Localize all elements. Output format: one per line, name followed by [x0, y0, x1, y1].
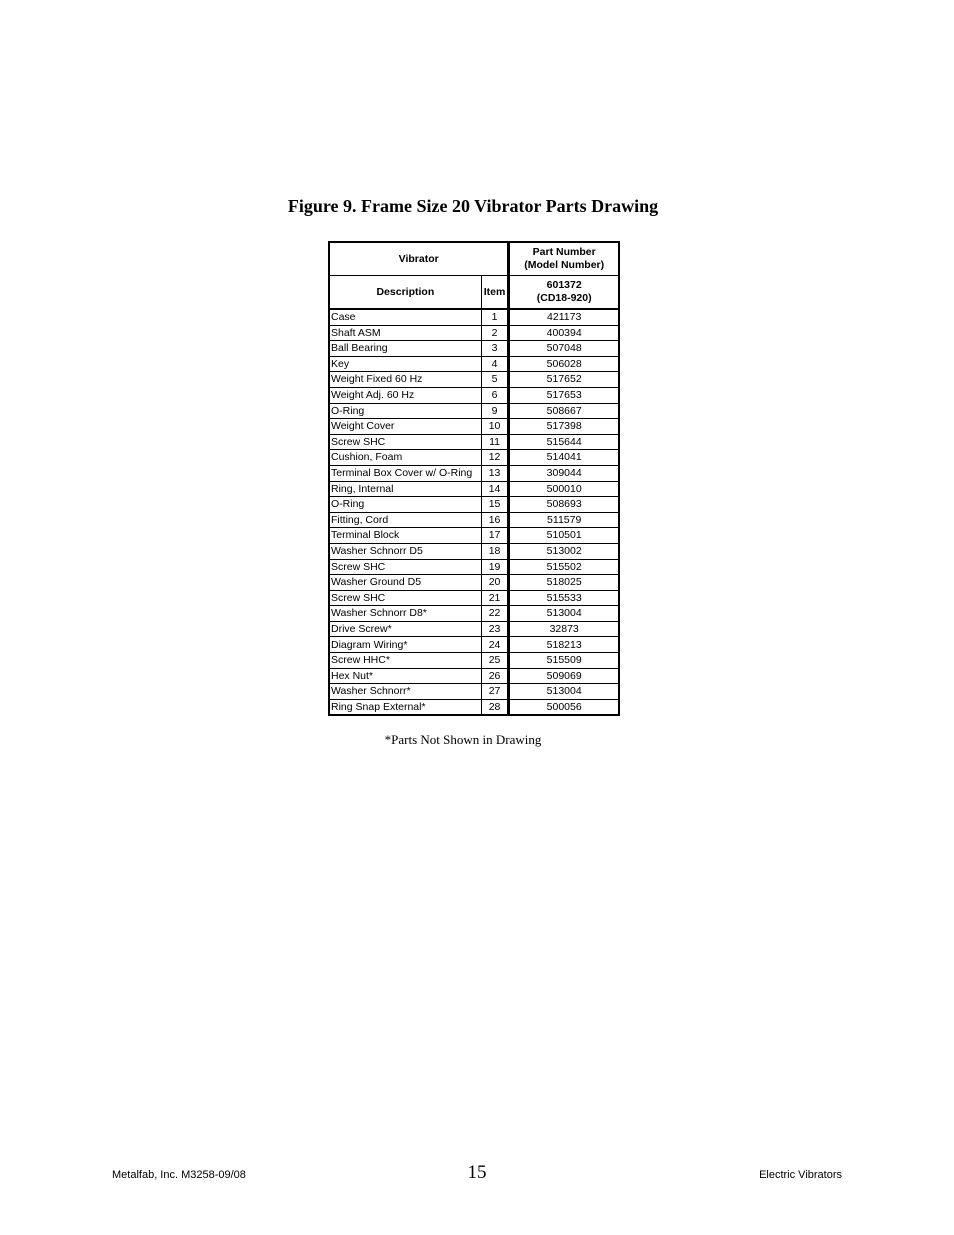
parts-note: *Parts Not Shown in Drawing: [384, 732, 542, 747]
header-vibrator: Vibrator: [329, 242, 509, 276]
table-row: [329, 387, 619, 403]
table-row: [329, 543, 619, 559]
header-model-line2: (CD18-920): [536, 292, 592, 304]
row-description: O-Ring: [329, 403, 481, 419]
header-part-number: [509, 242, 619, 276]
row-item: 24: [481, 637, 509, 653]
page-number: 15: [467, 1162, 487, 1183]
row-description: Diagram Wiring*: [329, 637, 481, 653]
footer-company: Metalfab, Inc. M3258-09/08: [112, 1169, 246, 1181]
row-part-number: 517653: [509, 387, 619, 403]
table-row: [329, 481, 619, 497]
row-item: 13: [481, 465, 509, 481]
row-part-number: 515502: [509, 559, 619, 575]
row-part-number: 515644: [509, 434, 619, 450]
row-part-number: 517398: [509, 419, 619, 435]
row-part-number: 515509: [509, 653, 619, 669]
row-description: Screw SHC: [329, 434, 481, 450]
row-part-number: 421173: [509, 309, 619, 325]
row-part-number: 517652: [509, 372, 619, 388]
table-row: [329, 575, 619, 591]
row-item: 23: [481, 621, 509, 637]
row-description: Ring Snap External*: [329, 699, 481, 715]
table-row: [329, 699, 619, 715]
table-row: [329, 621, 619, 637]
figure-title: Figure 9. Frame Size 20 Vibrator Parts Drawing: [287, 196, 659, 216]
row-part-number: 509069: [509, 668, 619, 684]
row-item: 16: [481, 512, 509, 528]
row-description: Cushion, Foam: [329, 450, 481, 466]
row-description: Washer Ground D5: [329, 575, 481, 591]
table-row: [329, 512, 619, 528]
row-part-number: 309044: [509, 465, 619, 481]
row-item: 17: [481, 528, 509, 544]
row-item: 5: [481, 372, 509, 388]
row-part-number: 506028: [509, 356, 619, 372]
row-part-number: 515533: [509, 590, 619, 606]
row-part-number: 514041: [509, 450, 619, 466]
row-description: Ball Bearing: [329, 341, 481, 357]
row-description: Screw HHC*: [329, 653, 481, 669]
header-row-1: [329, 242, 619, 276]
row-item: 3: [481, 341, 509, 357]
row-description: Drive Screw*: [329, 621, 481, 637]
table-row: [329, 653, 619, 669]
parts-table-header: [329, 242, 619, 309]
row-item: 19: [481, 559, 509, 575]
table-row: [329, 341, 619, 357]
row-part-number: 513004: [509, 684, 619, 700]
header-part-number-line2: (Model Number): [524, 259, 605, 271]
row-description: Hex Nut*: [329, 668, 481, 684]
table-row: [329, 559, 619, 575]
table-row: [329, 309, 619, 325]
row-description: Fitting, Cord: [329, 512, 481, 528]
row-description: Weight Adj. 60 Hz: [329, 387, 481, 403]
parts-table-body: [329, 309, 619, 715]
header-description: Description: [329, 276, 481, 310]
row-part-number: 500056: [509, 699, 619, 715]
row-item: 25: [481, 653, 509, 669]
table-row: [329, 590, 619, 606]
footer-product: Electric Vibrators: [759, 1169, 842, 1181]
row-part-number: 508693: [509, 497, 619, 513]
row-item: 11: [481, 434, 509, 450]
table-row: [329, 403, 619, 419]
row-part-number: 510501: [509, 528, 619, 544]
table-row: [329, 434, 619, 450]
table-row: [329, 637, 619, 653]
row-description: Weight Fixed 60 Hz: [329, 372, 481, 388]
header-model: [509, 276, 619, 310]
row-item: 12: [481, 450, 509, 466]
row-part-number: 518025: [509, 575, 619, 591]
row-item: 26: [481, 668, 509, 684]
row-item: 1: [481, 309, 509, 325]
row-item: 22: [481, 606, 509, 622]
table-row: [329, 668, 619, 684]
row-description: Terminal Block: [329, 528, 481, 544]
table-row: [329, 606, 619, 622]
row-item: 14: [481, 481, 509, 497]
row-description: O-Ring: [329, 497, 481, 513]
row-description: Key: [329, 356, 481, 372]
row-item: 2: [481, 325, 509, 341]
row-part-number: 508667: [509, 403, 619, 419]
row-item: 15: [481, 497, 509, 513]
table-row: [329, 684, 619, 700]
row-item: 21: [481, 590, 509, 606]
row-description: Weight Cover: [329, 419, 481, 435]
row-item: 18: [481, 543, 509, 559]
row-description: Ring, Internal: [329, 481, 481, 497]
row-item: 4: [481, 356, 509, 372]
row-part-number: 513004: [509, 606, 619, 622]
row-description: Screw SHC: [329, 559, 481, 575]
row-item: 10: [481, 419, 509, 435]
row-part-number: 32873: [509, 621, 619, 637]
row-description: Washer Schnorr D8*: [329, 606, 481, 622]
header-row-2: [329, 276, 619, 310]
row-description: Screw SHC: [329, 590, 481, 606]
table-row: [329, 372, 619, 388]
row-part-number: 513002: [509, 543, 619, 559]
row-part-number: 400394: [509, 325, 619, 341]
table-row: [329, 450, 619, 466]
row-part-number: 507048: [509, 341, 619, 357]
row-description: Washer Schnorr*: [329, 684, 481, 700]
row-part-number: 500010: [509, 481, 619, 497]
parts-table: [328, 241, 620, 716]
row-item: 27: [481, 684, 509, 700]
table-row: [329, 497, 619, 513]
row-description: Case: [329, 309, 481, 325]
row-item: 9: [481, 403, 509, 419]
row-description: Shaft ASM: [329, 325, 481, 341]
row-item: 6: [481, 387, 509, 403]
table-row: [329, 356, 619, 372]
row-description: Terminal Box Cover w/ O-Ring: [329, 465, 481, 481]
table-row: [329, 419, 619, 435]
header-part-number-line1: Part Number: [532, 246, 596, 258]
table-row: [329, 465, 619, 481]
row-part-number: 518213: [509, 637, 619, 653]
row-item: 20: [481, 575, 509, 591]
table-row: [329, 528, 619, 544]
row-item: 28: [481, 699, 509, 715]
header-item: Item: [481, 276, 509, 310]
header-model-line1: 601372: [546, 279, 582, 291]
table-row: [329, 325, 619, 341]
row-description: Washer Schnorr D5: [329, 543, 481, 559]
row-part-number: 511579: [509, 512, 619, 528]
